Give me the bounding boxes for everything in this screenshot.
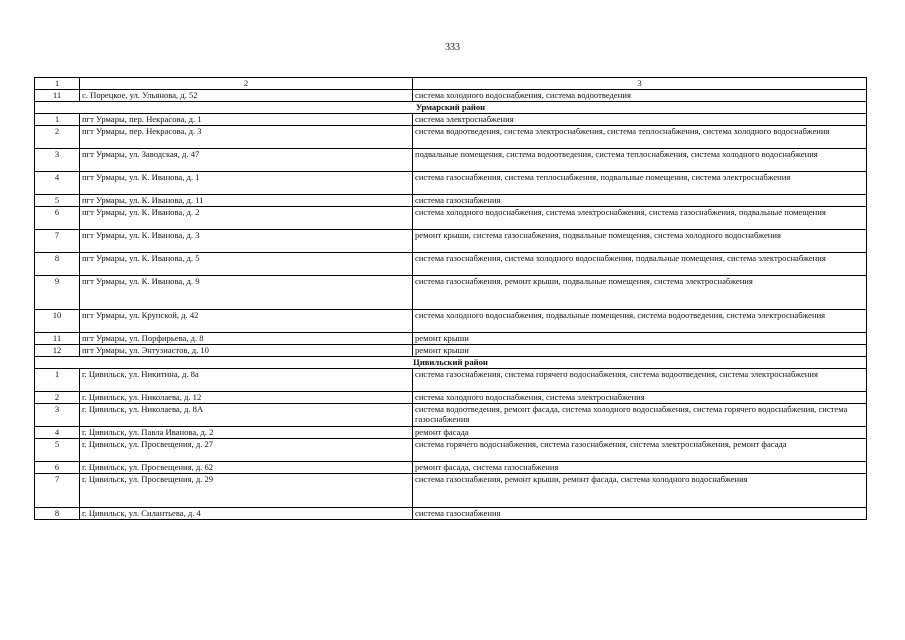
page-number: 333 [445, 42, 460, 53]
row-address: г. Цивильск, ул. Николаева, д. 8А [80, 404, 413, 427]
row-address: г. Цивильск, ул. Николаева, д. 12 [80, 392, 413, 404]
table-row [35, 427, 867, 439]
row-works: система водоотведения, система электроснабжения, система теплоснабжения, система холодного водоснабжения [413, 126, 867, 149]
row-works: система холодного водоснабжения, система водоотведения [413, 90, 867, 102]
row-address: пгт Урмары, ул. Порфирьева, д. 8 [80, 333, 413, 345]
row-number: 8 [35, 253, 80, 276]
row-works: система газоснабжения, система горячего водоснабжения, система водоотведения, система электроснабжения [413, 369, 867, 392]
table-row [35, 90, 867, 102]
row-works: ремонт крыши [413, 333, 867, 345]
table-row [35, 172, 867, 195]
row-address: г. Цивильск, ул. Никитина, д. 8а [80, 369, 413, 392]
row-works: подвальные помещения, система водоотведения, система теплоснабжения, система холодного водоснабжения [413, 149, 867, 172]
row-works: система газоснабжения, система теплоснабжения, подвальные помещения, система электроснабжения [413, 172, 867, 195]
section-row [35, 102, 867, 114]
table-header-row [35, 78, 867, 90]
table-row [35, 126, 867, 149]
table-row [35, 333, 867, 345]
row-number: 2 [35, 392, 80, 404]
table-row [35, 149, 867, 172]
works-table [34, 77, 867, 520]
table-row [35, 369, 867, 392]
row-address: пгт Урмары, ул. К. Иванова, д. 3 [80, 230, 413, 253]
row-number: 10 [35, 310, 80, 333]
row-address: пгт Урмары, ул. К. Иванова, д. 9 [80, 276, 413, 310]
table-row [35, 207, 867, 230]
row-number: 2 [35, 126, 80, 149]
row-works: система горячего водоснабжения, система газоснабжения, система электроснабжения, ремонт фасада [413, 439, 867, 462]
table-row [35, 276, 867, 310]
row-works: система газоснабжения, система холодного водоснабжения, подвальные помещения, система электроснабжения [413, 253, 867, 276]
row-address: г. Цивильск, ул. Павла Иванова, д. 2 [80, 427, 413, 439]
row-address: г. Цивильск, ул. Просвещения, д. 27 [80, 439, 413, 462]
row-works: система газоснабжения [413, 508, 867, 520]
section-title: Урмарский район [35, 102, 867, 114]
row-number: 4 [35, 172, 80, 195]
row-number: 8 [35, 508, 80, 520]
row-works: система электроснабжения [413, 114, 867, 126]
row-address: г. Цивильск, ул. Силантьева, д. 4 [80, 508, 413, 520]
header-cell-num: 1 [35, 78, 80, 90]
row-works: ремонт крыши [413, 345, 867, 357]
row-works: система газоснабжения, ремонт крыши, подвальные помещения, система электроснабжения [413, 276, 867, 310]
row-number: 3 [35, 404, 80, 427]
table-row [35, 114, 867, 126]
row-works: система холодного водоснабжения, подвальные помещения, система водоотведения, система электроснабжения [413, 310, 867, 333]
row-works: система газоснабжения [413, 195, 867, 207]
row-number: 5 [35, 195, 80, 207]
row-works: система холодного водоснабжения, система электроснабжения, система газоснабжения, подвальные помещения [413, 207, 867, 230]
row-address: пгт Урмары, ул. Заводская, д. 47 [80, 149, 413, 172]
table-body [35, 78, 867, 520]
table-row [35, 439, 867, 462]
row-number: 6 [35, 207, 80, 230]
row-address: пгт Урмары, ул. Энтузиастов, д. 10 [80, 345, 413, 357]
section-title: Цивильский район [35, 357, 867, 369]
row-number: 7 [35, 230, 80, 253]
section-row [35, 357, 867, 369]
row-address: пгт Урмары, пер. Некрасова, д. 1 [80, 114, 413, 126]
row-number: 11 [35, 90, 80, 102]
row-works: система газоснабжения, ремонт крыши, ремонт фасада, система холодного водоснабжения [413, 474, 867, 508]
table-row [35, 310, 867, 333]
table-row [35, 392, 867, 404]
row-address: пгт Урмары, ул. Крупской, д. 42 [80, 310, 413, 333]
row-address: пгт Урмары, пер. Некрасова, д. 3 [80, 126, 413, 149]
table-row [35, 253, 867, 276]
row-address: пгт Урмары, ул. К. Иванова, д. 11 [80, 195, 413, 207]
row-number: 6 [35, 462, 80, 474]
row-number: 4 [35, 427, 80, 439]
table-row [35, 230, 867, 253]
row-number: 11 [35, 333, 80, 345]
row-number: 12 [35, 345, 80, 357]
table-row [35, 462, 867, 474]
table-row [35, 508, 867, 520]
row-works: ремонт крыши, система газоснабжения, подвальные помещения, система холодного водоснабжения [413, 230, 867, 253]
row-number: 3 [35, 149, 80, 172]
header-cell-address: 2 [80, 78, 413, 90]
row-works: система водоотведения, ремонт фасада, система холодного водоснабжения, система горячего водоснабжения, система газоснабжения [413, 404, 867, 427]
row-number: 5 [35, 439, 80, 462]
row-number: 7 [35, 474, 80, 508]
row-works: система холодного водоснабжения, система электроснабжения [413, 392, 867, 404]
row-number: 9 [35, 276, 80, 310]
table-row [35, 345, 867, 357]
row-number: 1 [35, 369, 80, 392]
row-number: 1 [35, 114, 80, 126]
table-row [35, 474, 867, 508]
row-address: г. Цивильск, ул. Просвещения, д. 62 [80, 462, 413, 474]
table-row [35, 404, 867, 427]
row-address: г. Цивильск, ул. Просвещения, д. 29 [80, 474, 413, 508]
row-address: пгт Урмары, ул. К. Иванова, д. 2 [80, 207, 413, 230]
row-address: пгт Урмары, ул. К. Иванова, д. 1 [80, 172, 413, 195]
header-cell-works: 3 [413, 78, 867, 90]
row-address: пгт Урмары, ул. К. Иванова, д. 5 [80, 253, 413, 276]
row-works: ремонт фасада [413, 427, 867, 439]
table-row [35, 195, 867, 207]
row-works: ремонт фасада, система газоснабжения [413, 462, 867, 474]
row-address: с. Порецкое, ул. Ульянова, д. 52 [80, 90, 413, 102]
